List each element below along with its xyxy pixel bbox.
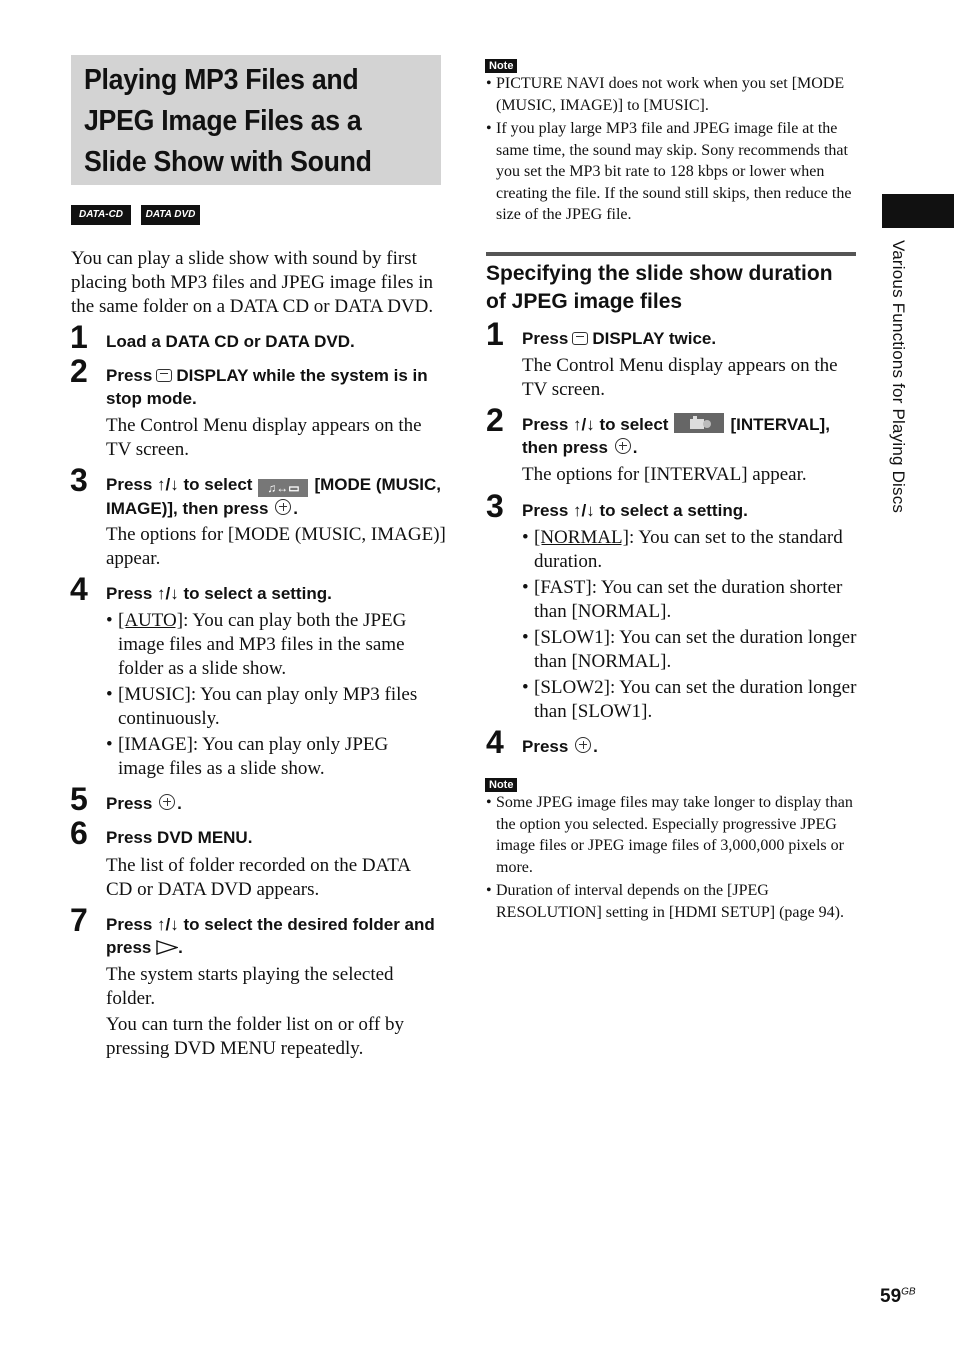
enter-icon [275, 499, 291, 515]
step-text: Press ↑/↓ to select [INTERVAL], then press . [522, 415, 830, 457]
option-desc: : You can play both the JPEG image files and MP3 files in the same folder as a slide show. [118, 610, 407, 679]
option-desc: [SLOW2]: You can set the duration longer than [SLOW1]. [534, 677, 857, 722]
option-desc: [MUSIC]: You can play only MP3 files continuously. [118, 684, 418, 729]
note-item: • If you play large MP3 file and JPEG image file at the same time, the sound may skip. Sony recommends that you set the MP3 bit rate to 128 kbps or lower when creating the file. If the sound still skips, then reduce the size of the JPEG file. [486, 118, 856, 226]
step-number: 1 [486, 316, 504, 352]
page-number-value: 59 [880, 1286, 902, 1307]
step-text: Press ↑/↓ to select ♫↔▭ [MODE (MUSIC, IMAGE)], then press . [106, 475, 442, 518]
option-desc: [SLOW1]: You can set the duration longer than [NORMAL]. [534, 627, 857, 672]
step-number: 2 [70, 353, 88, 389]
page-number [880, 1286, 916, 1308]
enter-icon [159, 794, 175, 810]
mode-music-image-icon: ♫↔▭ [258, 479, 308, 497]
options-list [522, 526, 857, 726]
step-text-part: DISPLAY twice. [592, 329, 717, 348]
list-item [106, 683, 436, 731]
interval-icon [674, 413, 724, 433]
note-label [485, 56, 517, 74]
enter-icon [575, 737, 591, 753]
step-text: Press DVD MENU. [106, 828, 253, 847]
step-number: 5 [70, 781, 88, 817]
note-item: • PICTURE NAVI does not work when you set [MODE (MUSIC, IMAGE)] to [MUSIC]. [486, 73, 856, 116]
step-text-part: Press ↑/↓ to select the desired folder and press [106, 915, 435, 957]
note-item: • Duration of interval depends on the [JPEG RESOLUTION] setting in [HDMI SETUP] (page 94). [486, 880, 856, 923]
display-icon [572, 332, 588, 345]
step-text-part: Press ↑/↓ to select [522, 415, 669, 434]
option-name: [NORMAL] [534, 527, 629, 548]
chapter-label-text: Various Functions for Playing Discs [889, 240, 908, 514]
step-text-part: Press [522, 329, 569, 348]
note-list [486, 792, 856, 925]
step-text-part: [MODE (MUSIC, IMAGE)], then press [106, 475, 442, 518]
option-desc: : You can set to the standard duration. [534, 527, 843, 572]
list-item [522, 676, 857, 724]
step-text [106, 364, 446, 410]
note-badge: Note [485, 59, 517, 73]
step-description: The options for [MODE (MUSIC, IMAGE)] appear. [106, 524, 446, 569]
intro-paragraph: You can play a slide show with sound by first placing both MP3 files and JPEG image files in the same folder on a DATA CD or DATA DVD. [71, 248, 434, 317]
chapter-side-label [888, 240, 918, 600]
list-item [522, 626, 857, 674]
step-text-part: then press [522, 438, 608, 457]
step-text-part: Press [106, 794, 153, 813]
step-number: 6 [70, 815, 88, 851]
option-desc: [IMAGE]: You can play only JPEG image files as a slide show. [118, 734, 389, 779]
step-number: 2 [486, 402, 504, 438]
page-number-suffix: GB [901, 1286, 916, 1298]
step-text: Press . [522, 737, 598, 756]
step-number: 4 [486, 724, 504, 760]
step-text-part: DISPLAY while the system is in stop mode. [106, 366, 428, 408]
title-line: Slide Show with Sound [84, 146, 372, 178]
section-rule [486, 252, 856, 256]
title-line: JPEG Image Files as a [84, 105, 362, 137]
options-list [106, 609, 436, 783]
step-text-part: Press [522, 737, 569, 756]
display-icon [156, 369, 172, 382]
list-item [522, 526, 857, 574]
step-description: The system starts playing the selected folder. [106, 964, 394, 1009]
step-text: Load a DATA CD or DATA DVD. [106, 332, 355, 351]
chapter-tab-marker [882, 194, 954, 228]
step-number: 1 [70, 319, 88, 355]
step-text-part: Press [106, 366, 153, 385]
play-icon [156, 938, 178, 953]
step-number: 3 [70, 462, 88, 498]
step-description: The options for [INTERVAL] appear. [522, 464, 807, 485]
note-list [486, 73, 856, 228]
page-title [84, 60, 406, 183]
title-line: Playing MP3 Files and [84, 64, 359, 96]
list-item [106, 609, 436, 681]
step-text: Press . [106, 794, 182, 813]
step-text: Press ↑/↓ to select a setting. [106, 584, 332, 603]
step-description: The Control Menu display appears on the TV screen. [106, 415, 422, 460]
step-text-part: [INTERVAL], [730, 415, 830, 434]
step-text-part: Press ↑/↓ to select [106, 475, 253, 494]
list-item [106, 733, 436, 781]
option-desc: [FAST]: You can set the duration shorter than [NORMAL]. [534, 577, 843, 622]
section-heading: Specifying the slide show duration of JPEG image files [486, 262, 833, 313]
data-cd-badge: DATA-CD [71, 205, 131, 225]
data-dvd-badge: DATA DVD [141, 205, 200, 225]
note-item: • Some JPEG image files may take longer to display than the option you selected. Especially progressive JPEG image files or JPEG image files of 3,000,000 pixels or more. [486, 792, 856, 878]
step-text: Press ↑/↓ to select a setting. [522, 501, 748, 520]
step-text: Press ↑/↓ to select the desired folder and press . [106, 915, 435, 957]
step-description: The Control Menu display appears on the TV screen. [522, 355, 838, 400]
enter-icon [615, 438, 631, 454]
list-item [522, 576, 857, 624]
step-number: 4 [70, 571, 88, 607]
step-number: 7 [70, 902, 88, 938]
step-description: The list of folder recorded on the DATA CD or DATA DVD appears. [106, 855, 410, 900]
note-label [485, 775, 517, 793]
step-number: 3 [486, 488, 504, 524]
note-badge: Note [485, 778, 517, 792]
option-name: [AUTO] [118, 610, 184, 631]
step-description: You can turn the folder list on or off by pressing DVD MENU repeatedly. [106, 1014, 404, 1059]
step-text [522, 327, 857, 350]
